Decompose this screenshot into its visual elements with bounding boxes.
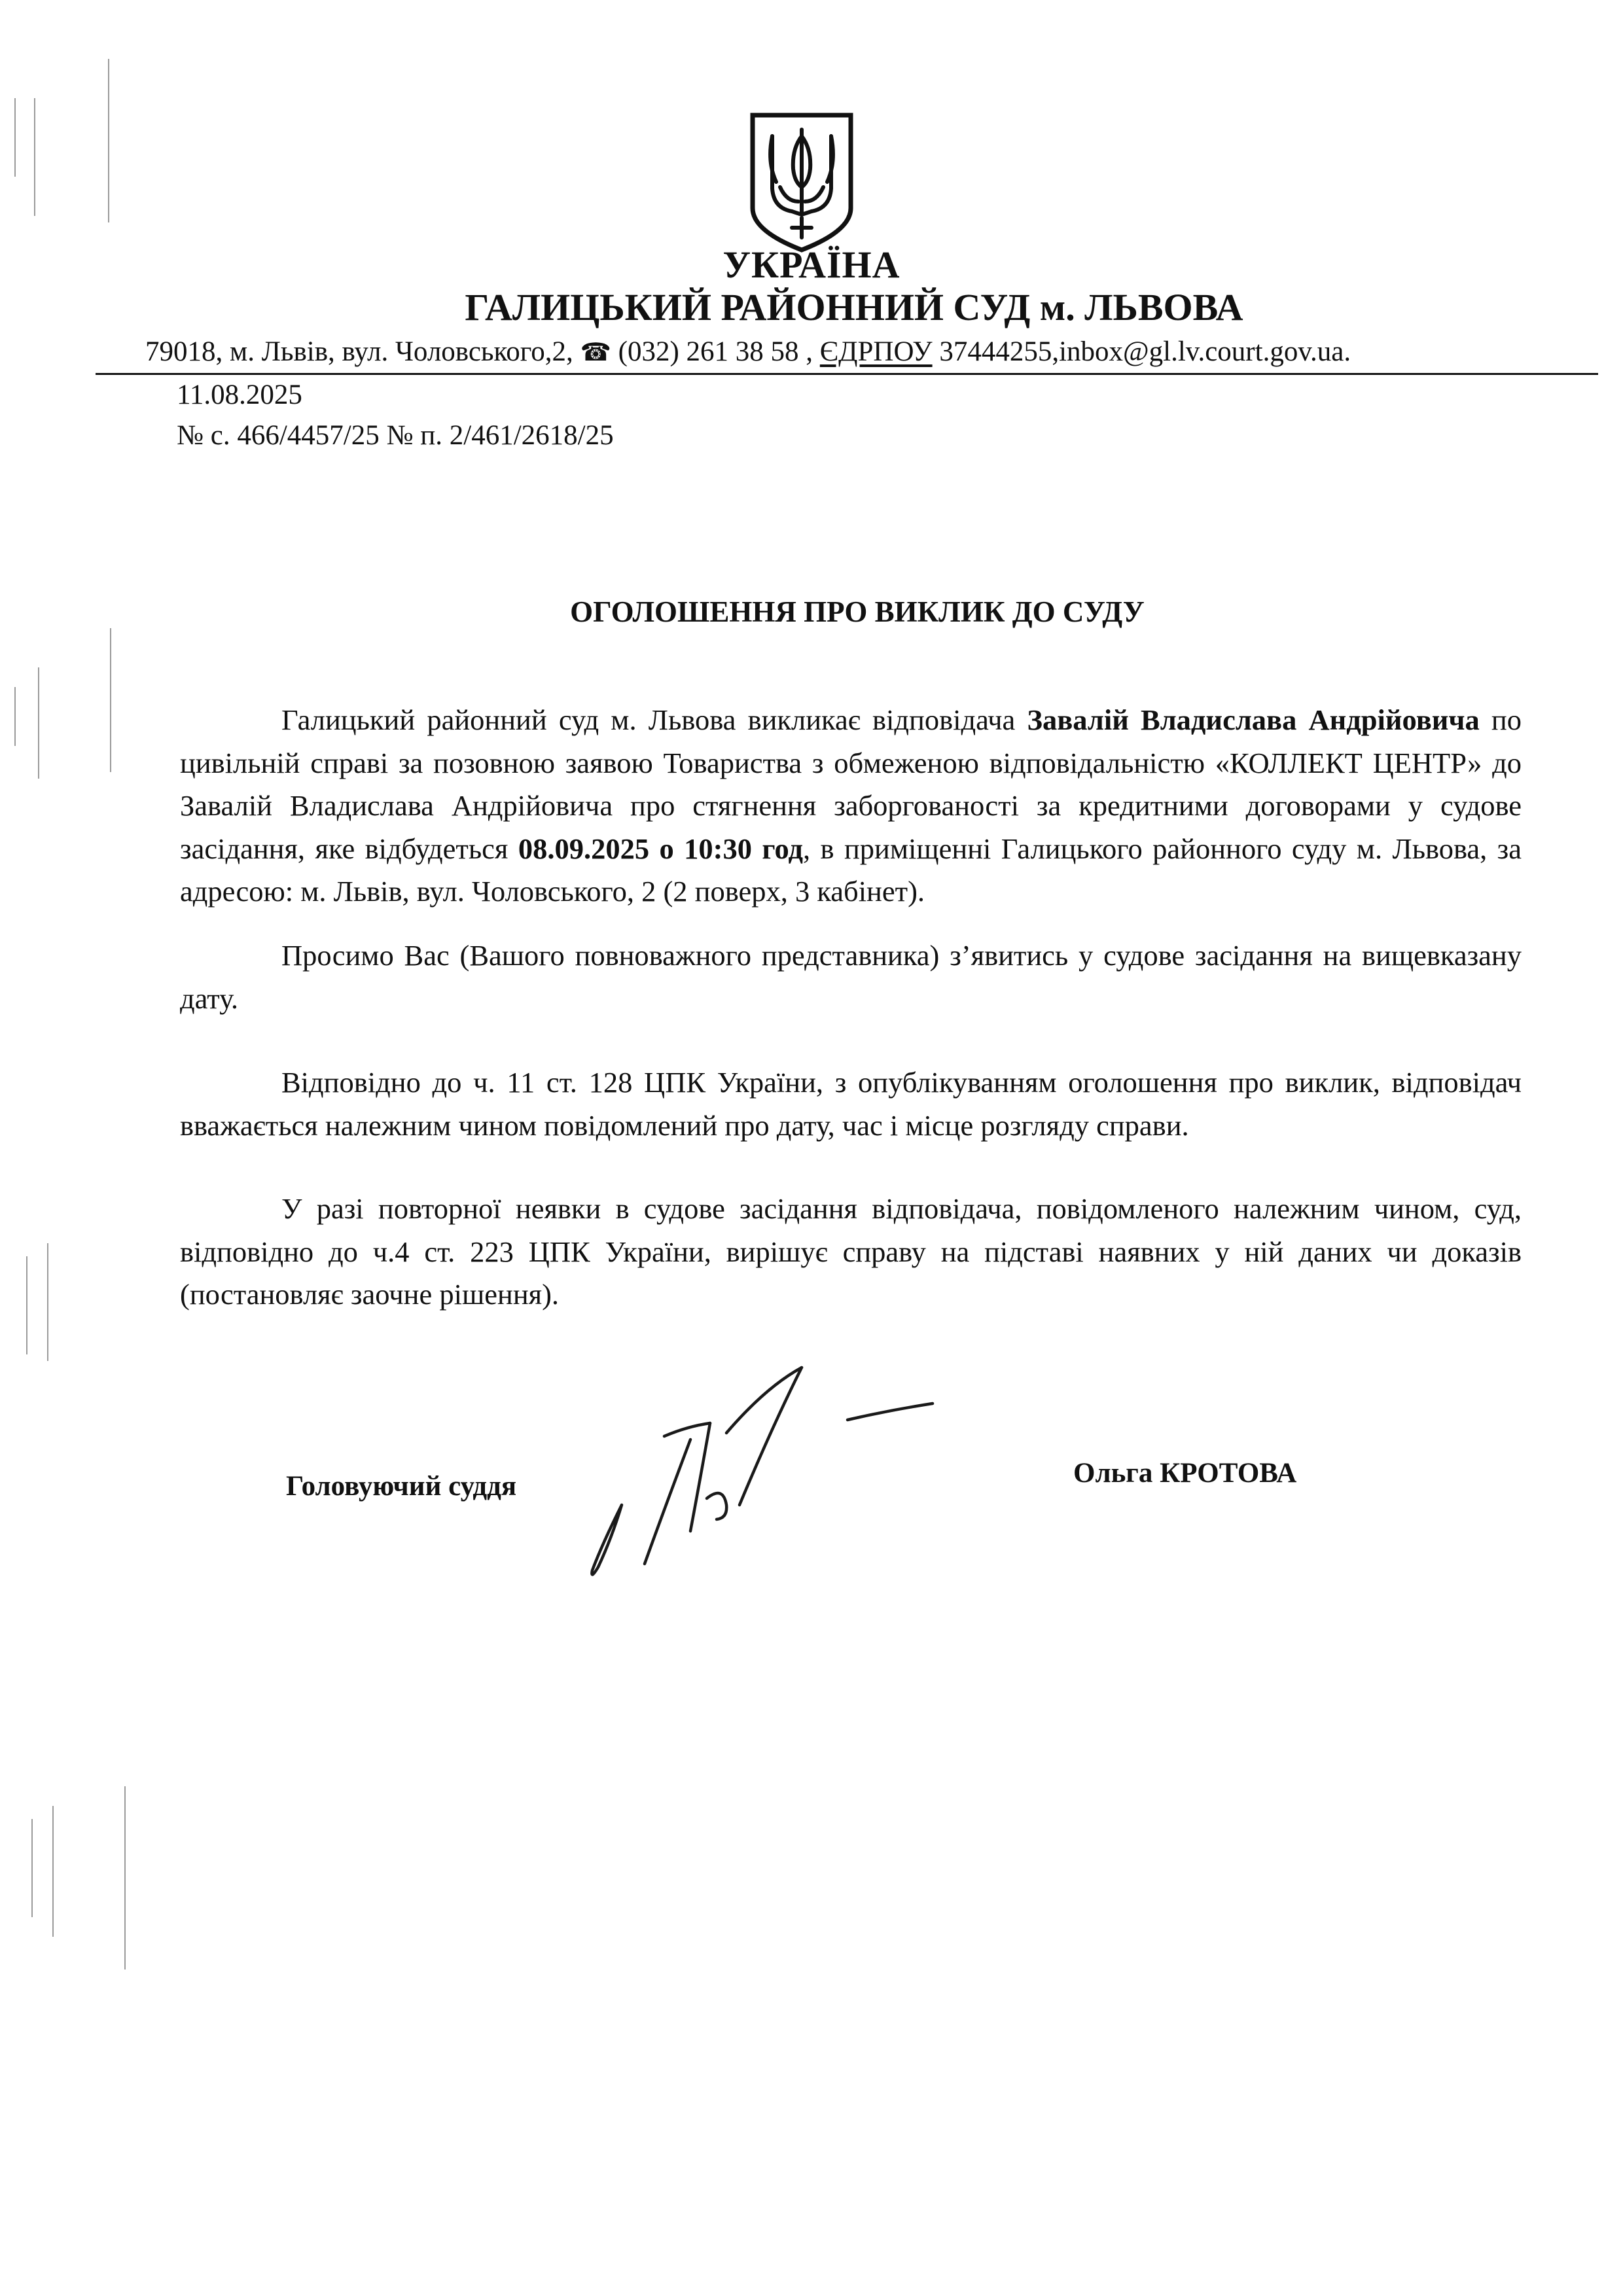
case-numbers: № с. 466/4457/25 № п. 2/461/2618/25	[177, 420, 614, 451]
scan-artifact	[26, 1256, 27, 1354]
scan-artifact	[31, 1819, 33, 1917]
hearing-datetime: 08.09.2025 о 10:30 год	[518, 832, 803, 865]
paragraph-text: Галицький районний суд м. Львова викликає відповідача	[281, 703, 1027, 736]
scan-artifact	[47, 1243, 48, 1361]
paragraph-notice: Відповідно до ч. 11 ст. 128 ЦПК України, з опублікуванням оголошення про виклик, відповідач вважається належним чином повідомлений про дату, час і місце розгляду справи.	[180, 1066, 1522, 1142]
paragraph-text: по цивільній справі за позовною заявою Товариства з обмеженою відповідальністю «КОЛЛЕКТ ЦЕНТР» до Завалій Владислава Андрійовича про стягнення заборгованості за кредитними договорами у судове засідання, яке відбудеться	[180, 703, 1522, 865]
court-phone: (032) 261 38 58 ,	[618, 336, 813, 367]
scan-artifact	[52, 1806, 54, 1937]
scan-artifact	[108, 59, 109, 222]
scan-artifact	[14, 687, 16, 746]
telephone-icon: ☎	[580, 339, 611, 366]
edrpou-label: ЄДРПОУ	[819, 336, 933, 367]
country-heading: УКРАЇНА	[722, 243, 901, 286]
court-heading: ГАЛИЦЬКИЙ РАЙОННИЙ СУД м. ЛЬВОВА	[465, 286, 1243, 328]
court-address-line	[145, 334, 1598, 371]
paragraph-text: , в приміщенні Галицького районного суду м. Львова, за адресою: м. Львів, вул. Чоловського, 2 (2 поверх, 3 кабінет).	[180, 832, 1522, 908]
paragraph-summons	[180, 699, 1522, 913]
judge-title: Головуючий суддя	[286, 1471, 517, 1502]
scan-artifact	[110, 628, 111, 772]
scan-artifact	[38, 667, 39, 779]
coat-of-arms-icon	[746, 110, 857, 254]
edrpou-email: 37444255,inbox@gl.lv.court.gov.ua.	[939, 336, 1351, 367]
paragraph-default-judgment: У разі повторної неявки в судове засідання відповідача, повідомленого належним чином, суд, відповідно до ч.4 ст. 223 ЦПК України, вирішує справу на підставі наявних у ній даних чи доказів (постановляє заочне рішення).	[180, 1192, 1522, 1311]
header-divider	[96, 373, 1598, 375]
document-date: 11.08.2025	[177, 380, 302, 410]
judge-name: Ольга КРОТОВА	[1073, 1458, 1297, 1489]
scan-artifact	[34, 98, 35, 216]
scan-artifact	[14, 98, 16, 177]
court-address: 79018, м. Львів, вул. Чоловського,2,	[145, 336, 573, 367]
scan-artifact	[124, 1786, 126, 1969]
defendant-name: Завалій Владислава Андрійовича	[1027, 703, 1480, 736]
judge-signature	[576, 1348, 982, 1597]
document-title: ОГОЛОШЕННЯ ПРО ВИКЛИК ДО СУДУ	[570, 595, 1145, 628]
paragraph-request: Просимо Вас (Вашого повноважного представника) з’явитись у судове засідання на вищевказану дату.	[180, 939, 1522, 1015]
